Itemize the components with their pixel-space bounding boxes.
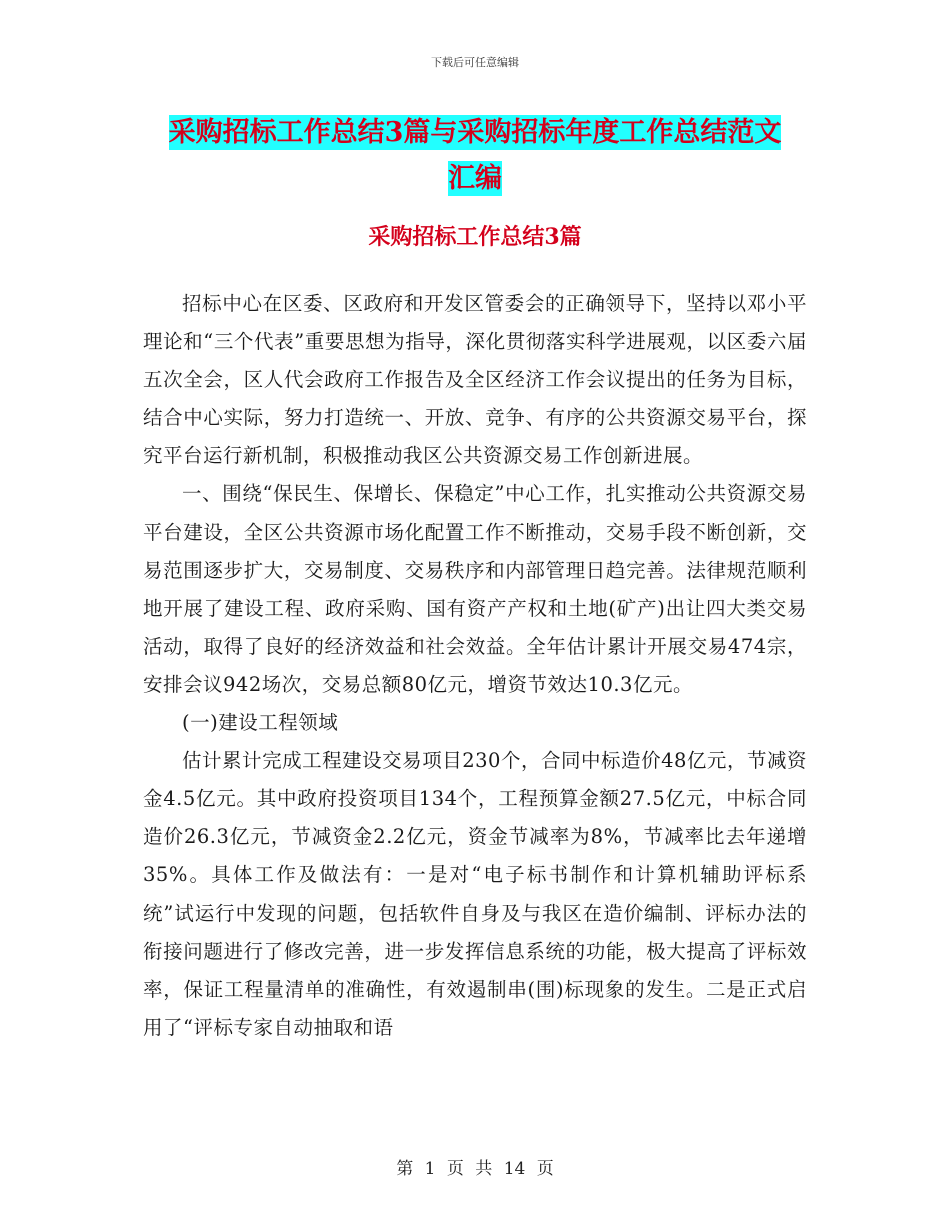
document-title-line-1: 采购招标工作总结3篇与采购招标年度工作总结范文 <box>168 117 782 148</box>
paragraph: (一)建设工程领域 <box>182 711 339 735</box>
paragraph: 一、围绕“保民生、保增长、保稳定”中心工作，扎实推动公共资源交易平台建设，全区公共资源市场化配置工作不断推动，交易手段不断创新，交易范围逐步扩大，交易制度、交易秩序和内部管理日趋完善。法律规范顺利地开展了建设工程、政府采购、国有资产产权和土地(矿产)出让四大类交易活动，取得了良好的经济效益和社会效益。全年估计累计开展交易474宗，安排会议942场次，交易总额80亿元，增资节效达10.3亿元。 <box>143 482 807 696</box>
paragraph: 估计累计完成工程建设交易项目230个，合同中标造价48亿元，节减资金4.5亿元。其中政府投资项目134个，工程预算金额27.5亿元，中标合同造价26.3亿元，节减资金2.2亿元，资金节减率为8%，节减率比去年递增35%。具体工作及做法有：一是对“电子标书制作和计算机辅助评标系统”试运行中发现的问题，包括软件自身及与我区在造价编制、评标办法的衔接问题进行了修改完善，进一步发挥信息系统的功能，极大提高了评标效率，保证工程量清单的准确性，有效遏制串(围)标现象的发生。二是正式启用了“评标专家自动抽取和语 <box>143 749 807 1039</box>
section-title: 采购招标工作总结3篇 <box>368 224 582 250</box>
page-footer: 第 1 页 共 14 页 <box>396 1159 554 1179</box>
document-title-line-2: 汇编 <box>448 163 502 194</box>
header-note: 下载后可任意编辑 <box>431 56 519 69</box>
document-title <box>140 110 810 202</box>
body-text <box>143 285 807 1047</box>
paragraph: 招标中心在区委、区政府和开发区管委会的正确领导下，坚持以邓小平理论和“三个代表”重要思想为指导，深化贯彻落实科学进展观，以区委六届五次全会，区人代会政府工作报告及全区经济工作会议提出的任务为目标，结合中心实际，努力打造统一、开放、竞争、有序的公共资源交易平台，探究平台运行新机制，积极推动我区公共资源交易工作创新进展。 <box>143 292 807 468</box>
